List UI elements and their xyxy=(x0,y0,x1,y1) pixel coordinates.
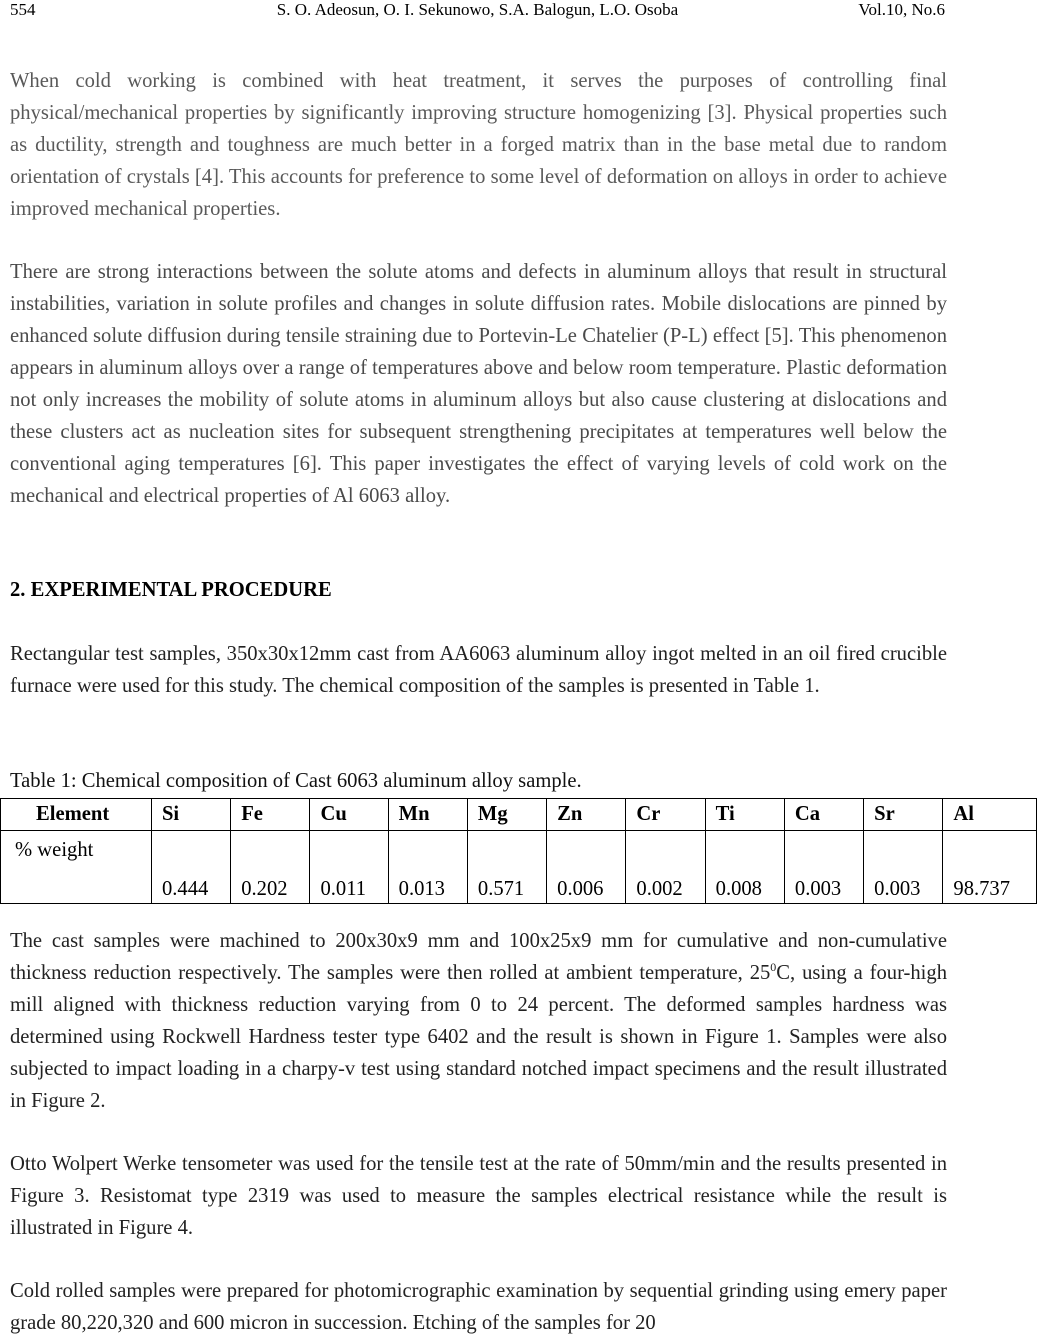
header-cell-al: Al xyxy=(943,799,1037,831)
value-cell-ca: 0.003 xyxy=(784,831,863,904)
paragraph-cold-working: When cold working is combined with heat treatment, it serves the purposes of controlling final physical/mechanical properties by significantly improving structure homogenizing [3]. Physical properties such as ductility, strength and toughness are much better in a forged matrix than in the base metal due to random orientation of crystals [4]. This accounts for preference to some level of deformation on alloys in order to achieve improved mechanical properties. xyxy=(10,70,947,220)
paragraph-solute-interactions: There are strong interactions between the solute atoms and defects in aluminum alloys that result in structural instabilities, variation in solute profiles and changes in solute diffusion rates. Mobile dislocations are pinned by enhanced solute diffusion during tensile straining due to Portevin-Le Chatelier (P-L) effect [5]. This phenomenon appears in aluminum alloys over a range of temperatures above and below room temperature. Plastic deformation not only increases the mobility of solute atoms in aluminum alloys but also cause clustering at dislocations and these clusters act as nucleation sites for subsequent strengthening precipitates at temperatures well below the conventional aging temperatures [6]. This paper investigates the effect of varying levels of cold work on the mechanical and electrical properties of Al 6063 alloy. xyxy=(10,261,947,507)
value-cell-al: 98.737 xyxy=(943,831,1037,904)
value-cell-ti: 0.008 xyxy=(705,831,784,904)
paragraph-photomicrograph: Cold rolled samples were prepared for photomicrographic examination by sequential grinding using emery paper grade 80,220,320 and 600 micron in succession. Etching of the samples for 20 xyxy=(10,1280,947,1334)
value-cell-fe: 0.202 xyxy=(231,831,310,904)
header-cell-sr: Sr xyxy=(864,799,943,831)
paragraph-machining-text-1: The cast samples were machined to 200x30x9 mm and 100x25x9 mm for cumulative and non-cumulative thickness reduction respectively. The samples were then rolled at ambient temperature, 25 xyxy=(10,930,947,984)
page-number: 554 xyxy=(10,0,36,19)
paragraph-machining-rolling xyxy=(10,925,947,1117)
header-cell-si: Si xyxy=(151,799,230,831)
header-cell-mn: Mn xyxy=(388,799,467,831)
header-cell-mg: Mg xyxy=(467,799,546,831)
table-row xyxy=(1,831,1037,904)
value-cell-sr: 0.003 xyxy=(864,831,943,904)
paragraph-machining-text-2: C, using a four-high mill aligned with thickness reduction varying from 0 to 24 percent. The deformed samples hardness was determined using Rockwell Hardness tester type 6402 and the result is shown in Figure 1. Samples were also subjected to impact loading in a charpy-v test using standard notched impact specimens and the result illustrated in Figure 2. xyxy=(10,962,947,1112)
value-cell-mg: 0.571 xyxy=(467,831,546,904)
header-cell-ti: Ti xyxy=(705,799,784,831)
table-header-row xyxy=(1,799,1037,831)
header-authors: S. O. Adeosun, O. I. Sekunowo, S.A. Balogun, L.O. Osoba xyxy=(276,0,679,19)
value-cell-si: 0.444 xyxy=(151,831,230,904)
header-cell-fe: Fe xyxy=(231,799,310,831)
value-cell-cr: 0.002 xyxy=(626,831,705,904)
header-cell-cu: Cu xyxy=(310,799,388,831)
value-cell-mn: 0.013 xyxy=(388,831,467,904)
value-cell-cu: 0.011 xyxy=(310,831,388,904)
paragraph-tensile-test: Otto Wolpert Werke tensometer was used for the tensile test at the rate of 50mm/min and the results presented in Figure 3. Resistomat type 2319 was used to measure the samples electrical resistance while the result is illustrated in Figure 4. xyxy=(10,1153,947,1239)
degree-superscript: 0 xyxy=(770,960,777,974)
running-header xyxy=(10,0,945,24)
header-volume: Vol.10, No.6 xyxy=(858,0,945,19)
header-cell-cr: Cr xyxy=(626,799,705,831)
table-caption: Table 1: Chemical composition of Cast 6063 aluminum alloy sample. xyxy=(10,770,582,792)
header-cell-element: Element xyxy=(1,799,152,831)
header-cell-ca: Ca xyxy=(784,799,863,831)
paragraph-test-samples: Rectangular test samples, 350x30x12mm cast from AA6063 aluminum alloy ingot melted in an oil fired crucible furnace were used for this study. The chemical composition of the samples is presented in Table 1. xyxy=(10,643,947,697)
composition-table xyxy=(0,798,1037,904)
row-label-weight: % weight xyxy=(1,831,152,904)
value-cell-zn: 0.006 xyxy=(547,831,626,904)
section-heading: 2. EXPERIMENTAL PROCEDURE xyxy=(10,579,332,601)
header-cell-zn: Zn xyxy=(547,799,626,831)
